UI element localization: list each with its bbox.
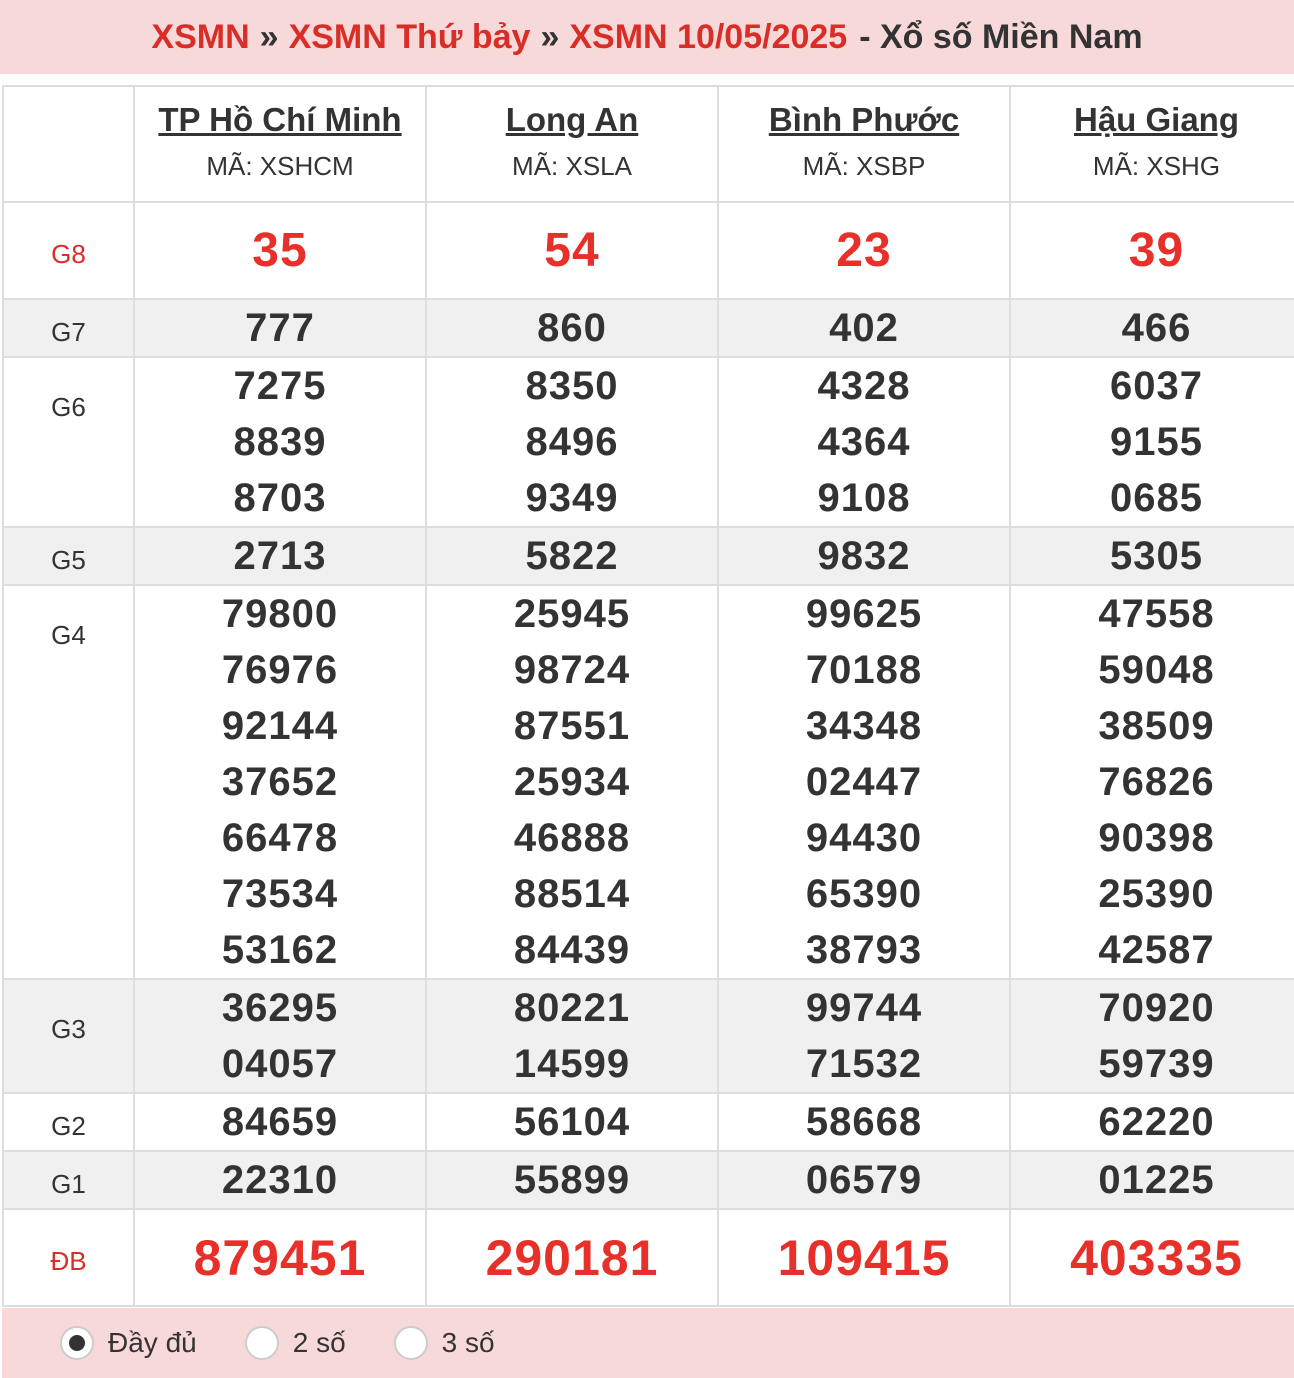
province-link-hcm[interactable]: TP Hồ Chí Minh: [158, 100, 402, 138]
prize-number: 80221: [513, 986, 631, 1030]
prize-number: 62220: [1098, 1100, 1215, 1144]
prize-cell: [1010, 527, 1294, 585]
option-full[interactable]: [60, 1326, 197, 1360]
prize-number: 0685: [1110, 476, 1203, 520]
prize-number: 5305: [1110, 534, 1203, 578]
radio-3-digits[interactable]: [394, 1326, 428, 1360]
province-header: [718, 86, 1010, 202]
prize-number: 14599: [513, 1042, 631, 1086]
prize-cell: [134, 357, 426, 527]
prize-number: 8839: [233, 420, 327, 464]
prize-number: 06579: [805, 1158, 923, 1202]
province-code: MÃ: XSBP: [802, 150, 926, 181]
prize-cell: [426, 1151, 718, 1209]
prize-number: 8350: [525, 364, 619, 408]
province-code: MÃ: XSHG: [1092, 150, 1221, 181]
prize-number: 2713: [233, 534, 327, 578]
prize-number: 70188: [805, 648, 923, 692]
prize-cell: [718, 357, 1010, 527]
prize-number: 88514: [513, 872, 631, 916]
prize-number: 02447: [805, 760, 923, 804]
prize-row-g2: [3, 1093, 1294, 1151]
prize-number: 36295: [221, 986, 339, 1030]
option-2-digits[interactable]: [245, 1326, 346, 1360]
prize-number: 38793: [805, 928, 923, 972]
province-link-long-an[interactable]: Long An: [505, 100, 639, 138]
prize-cell: [1010, 1093, 1294, 1151]
prize-cell: [718, 1209, 1010, 1306]
prize-number: 99744: [805, 986, 923, 1030]
prize-number: 879451: [193, 1229, 367, 1286]
prize-number: 4328: [817, 364, 911, 408]
prize-number: 55899: [513, 1158, 631, 1202]
prize-label: G2: [3, 1093, 134, 1151]
prize-label: G6: [3, 357, 134, 527]
prize-cell: [718, 1151, 1010, 1209]
page-header: [0, 0, 1294, 74]
prize-label: G5: [3, 527, 134, 585]
breadcrumb-xsmn-date-link[interactable]: XSMN 10/05/2025: [569, 17, 848, 56]
prize-number: 76976: [221, 648, 339, 692]
prize-cell: [718, 527, 1010, 585]
prize-cell: [134, 1093, 426, 1151]
prize-number: 59739: [1098, 1042, 1215, 1086]
prize-number: 01225: [1098, 1158, 1215, 1202]
prize-cell: [134, 585, 426, 979]
prize-cell: [1010, 202, 1294, 299]
prize-number: 109415: [777, 1229, 951, 1286]
breadcrumb-separator: »: [259, 17, 279, 56]
prize-cell: [1010, 299, 1294, 357]
prize-number: 47558: [1098, 592, 1215, 636]
prize-label: G7: [3, 299, 134, 357]
prize-cell: [426, 202, 718, 299]
prize-number: 58668: [805, 1100, 923, 1144]
option-3-digits[interactable]: [394, 1326, 495, 1360]
prize-number: 94430: [805, 816, 923, 860]
prize-cell: [718, 202, 1010, 299]
corner-cell: [3, 86, 134, 202]
prize-cell: [1010, 979, 1294, 1093]
prize-cell: [134, 202, 426, 299]
prize-cell: [718, 979, 1010, 1093]
prize-cell: [134, 527, 426, 585]
option-label: 3 số: [441, 1327, 495, 1358]
prize-number: 9108: [817, 476, 911, 520]
prize-cell: [426, 527, 718, 585]
province-code: MÃ: XSHCM: [206, 150, 354, 181]
display-options-bar: [2, 1308, 1294, 1378]
province-header: [1010, 86, 1294, 202]
province-code: MÃ: XSLA: [512, 150, 632, 181]
prize-label: ĐB: [3, 1209, 134, 1306]
prize-number: 73534: [221, 872, 339, 916]
prize-number: 79800: [221, 592, 339, 636]
prize-number: 99625: [805, 592, 923, 636]
prize-number: 39: [1128, 223, 1185, 277]
breadcrumb-xsmn-link[interactable]: XSMN: [151, 17, 250, 56]
prize-number: 90398: [1098, 816, 1215, 860]
prize-cell: [718, 585, 1010, 979]
prize-number: 65390: [805, 872, 923, 916]
prize-row-g7: [3, 299, 1294, 357]
radio-full[interactable]: [60, 1326, 94, 1360]
prize-label: G1: [3, 1151, 134, 1209]
prize-number: 25945: [513, 592, 631, 636]
page-title-suffix: - Xổ số Miền Nam: [859, 17, 1143, 56]
prize-number: 25390: [1098, 872, 1215, 916]
prize-number: 84439: [513, 928, 631, 972]
prize-number: 87551: [513, 704, 631, 748]
prize-cell: [134, 979, 426, 1093]
prize-row-g1: [3, 1151, 1294, 1209]
prize-number: 76826: [1098, 760, 1215, 804]
radio-2-digits[interactable]: [245, 1326, 279, 1360]
prize-row-g4: [3, 585, 1294, 979]
prize-number: 4364: [817, 420, 911, 464]
province-header: [426, 86, 718, 202]
prize-number: 71532: [805, 1042, 923, 1086]
prize-number: 84659: [221, 1100, 339, 1144]
prize-row-db: [3, 1209, 1294, 1306]
prize-cell: [426, 585, 718, 979]
prize-number: 54: [544, 223, 600, 277]
prize-number: 37652: [221, 760, 339, 804]
prize-cell: [134, 299, 426, 357]
prize-number: 22310: [221, 1158, 339, 1202]
prize-label: G3: [3, 979, 134, 1093]
option-label: Đầy đủ: [108, 1327, 197, 1358]
prize-row-g3: [3, 979, 1294, 1093]
prize-cell: [1010, 585, 1294, 979]
prize-cell: [718, 1093, 1010, 1151]
prize-number: 38509: [1098, 704, 1215, 748]
prize-number: 42587: [1098, 928, 1215, 972]
prize-number: 56104: [513, 1100, 631, 1144]
prize-cell: [1010, 1209, 1294, 1306]
breadcrumb-separator: »: [540, 17, 560, 56]
prize-row-g5: [3, 527, 1294, 585]
prize-label: G4: [3, 585, 134, 979]
prize-number: 92144: [221, 704, 339, 748]
prize-number: 25934: [513, 760, 631, 804]
prize-cell: [426, 1093, 718, 1151]
prize-cell: [1010, 1151, 1294, 1209]
prize-cell: [134, 1209, 426, 1306]
prize-cell: [134, 1151, 426, 1209]
prize-number: 860: [537, 306, 607, 350]
prize-number: 466: [1121, 306, 1192, 350]
prize-number: 8703: [233, 476, 327, 520]
results-table: [2, 85, 1294, 1307]
prize-number: 402: [829, 306, 899, 350]
prize-cell: [426, 1209, 718, 1306]
prize-number: 290181: [485, 1229, 659, 1286]
prize-number: 66478: [221, 816, 339, 860]
prize-number: 403335: [1070, 1229, 1243, 1286]
prize-label: G8: [3, 202, 134, 299]
prize-number: 53162: [221, 928, 339, 972]
prize-number: 98724: [513, 648, 631, 692]
breadcrumb-xsmn-saturday-link[interactable]: XSMN Thứ bảy: [288, 17, 531, 56]
prize-number: 34348: [805, 704, 923, 748]
prize-cell: [426, 357, 718, 527]
prize-number: 23: [836, 223, 892, 277]
prize-cell: [426, 299, 718, 357]
prize-number: 9832: [817, 534, 911, 578]
province-link-hau-giang[interactable]: Hậu Giang: [1073, 100, 1240, 138]
prize-number: 8496: [525, 420, 619, 464]
prize-number: 777: [245, 306, 315, 350]
prize-number: 35: [252, 223, 308, 277]
prize-number: 9349: [525, 476, 619, 520]
prize-number: 04057: [221, 1042, 339, 1086]
prize-cell: [1010, 357, 1294, 527]
province-link-binh-phuoc[interactable]: Bình Phước: [768, 100, 960, 138]
prize-number: 59048: [1098, 648, 1215, 692]
prize-cell: [718, 299, 1010, 357]
province-header: [134, 86, 426, 202]
prize-number: 7275: [233, 364, 327, 408]
prize-row-g6: [3, 357, 1294, 527]
prize-number: 9155: [1110, 420, 1203, 464]
prize-number: 5822: [525, 534, 619, 578]
prize-number: 70920: [1098, 986, 1215, 1030]
prize-row-g8: [3, 202, 1294, 299]
prize-number: 6037: [1110, 364, 1203, 408]
option-label: 2 số: [292, 1327, 346, 1358]
prize-number: 46888: [513, 816, 631, 860]
prize-cell: [426, 979, 718, 1093]
